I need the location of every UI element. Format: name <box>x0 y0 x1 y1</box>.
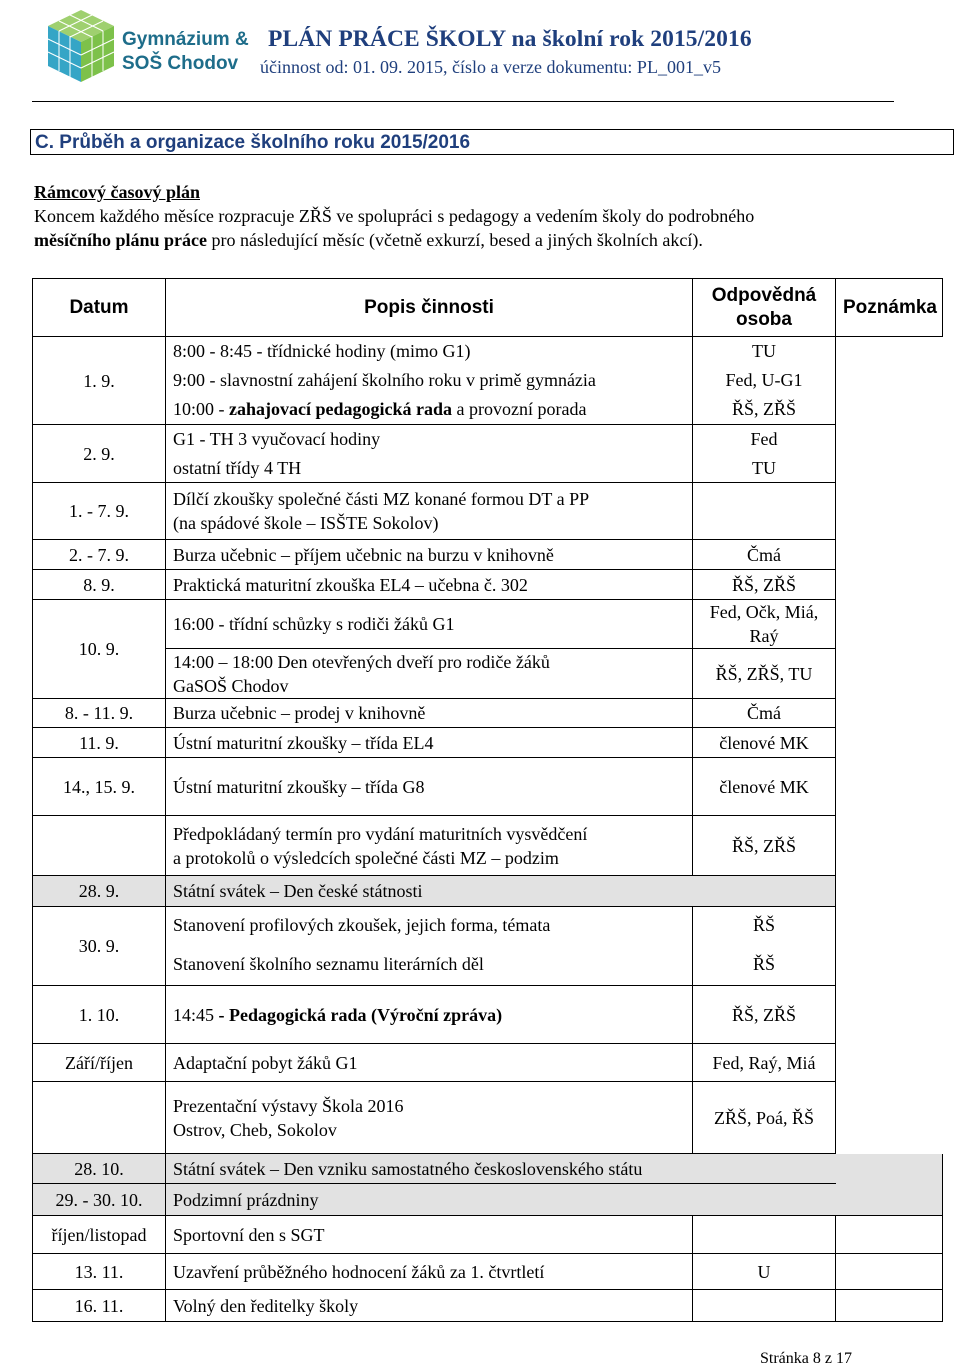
row-date <box>33 1082 166 1154</box>
header-description: Popis činnosti <box>166 279 693 337</box>
row-responsible: TU <box>693 337 836 366</box>
header-responsible-l1: Odpovědná <box>711 284 817 306</box>
row-responsible: ŘŠ <box>693 944 836 986</box>
row-date: 29. - 30. 10. <box>33 1184 166 1216</box>
table-row <box>33 649 943 699</box>
header-responsible-l2: osoba <box>736 308 792 330</box>
row-desc-pre: 10:00 - <box>173 399 229 420</box>
row-date: 2. 9. <box>33 425 166 483</box>
section-heading: C. Průběh a organizace školního roku 2015/2016 <box>30 129 954 155</box>
row-date: 10. 9. <box>33 600 166 699</box>
row-description <box>166 483 693 540</box>
row-description: Uzavření průběžného hodnocení žáků za 1. čtvrtletí <box>166 1254 693 1290</box>
row-date: 13. 11. <box>33 1254 166 1290</box>
row-responsible: U <box>693 1254 836 1290</box>
row-date: 30. 9. <box>33 907 166 986</box>
row-description <box>166 816 693 876</box>
table-row <box>33 454 943 483</box>
row-date: 28. 9. <box>33 876 166 907</box>
row-date: 14., 15. 9. <box>33 758 166 816</box>
intro-title: Rámcový časový plán <box>34 182 200 202</box>
table-row <box>33 728 943 758</box>
table-row <box>33 483 943 540</box>
logo-text <box>122 28 257 76</box>
cube-logo-icon <box>42 6 120 86</box>
row-desc-line1: Dílčí zkoušky společné části MZ konané formou DT a PP <box>173 489 590 509</box>
row-responsible: Fed <box>693 425 836 454</box>
row-responsible: ŘŠ, ZŘŠ <box>693 816 836 876</box>
intro-line-2 <box>34 228 934 252</box>
table-row <box>33 986 943 1044</box>
logo-text-line1: Gymnázium & <box>122 29 249 50</box>
header-note: Poznámka <box>836 279 943 337</box>
document-subtitle: účinnost od: 01. 09. 2015, číslo a verze dokumentu: PL_001_v5 <box>260 57 721 77</box>
row-date: říjen/listopad <box>33 1216 166 1254</box>
table-row <box>33 600 943 649</box>
table-row <box>33 1254 943 1290</box>
table-row <box>33 366 943 395</box>
header-responsible <box>693 279 836 337</box>
row-note <box>836 1216 943 1254</box>
row-description: Sportovní den s SGT <box>166 1216 693 1254</box>
row-description: Státní svátek – Den vzniku samostatného československého státu <box>166 1154 943 1184</box>
row-description: Burza učebnic – příjem učebnic na burzu v knihovně <box>166 540 693 570</box>
logo-text-line2: SOŠ Chodov <box>122 53 239 74</box>
row-responsible: ŘŠ, ZŘŠ <box>693 986 836 1044</box>
table-row <box>33 395 943 425</box>
row-description: ostatní třídy 4 TH <box>166 454 693 483</box>
row-date: 28. 10. <box>33 1154 166 1184</box>
table-row-holiday <box>33 876 943 907</box>
row-description: Ústní maturitní zkoušky – třída G8 <box>166 758 693 816</box>
page-number: Stránka 8 z 17 <box>760 1350 852 1367</box>
row-responsible: Fed, U-G1 <box>693 366 836 395</box>
header-date: Datum <box>33 279 166 337</box>
row-responsible: Čmá <box>693 540 836 570</box>
row-responsible <box>693 1290 836 1322</box>
row-description: Stanovení profilových zkoušek, jejich forma, témata <box>166 907 693 944</box>
table-row <box>33 540 943 570</box>
table-header-row <box>33 279 943 337</box>
table-row <box>33 1044 943 1082</box>
row-description: Stanovení školního seznamu literárních děl <box>166 944 693 986</box>
intro-line-1: Koncem každého měsíce rozpracuje ZŘŠ ve spolupráci s pedagogy a vedením školy do podrobného <box>34 206 755 226</box>
table-row <box>33 907 943 944</box>
intro-paragraph <box>34 180 934 252</box>
row-desc-post: a provozní porada <box>452 399 587 420</box>
row-description: Ústní maturitní zkoušky – třída EL4 <box>166 728 693 758</box>
row-description <box>166 649 693 699</box>
row-date: 1. 9. <box>33 337 166 425</box>
row-description: G1 - TH 3 vyučovací hodiny <box>166 425 693 454</box>
table-row <box>33 1216 943 1254</box>
row-description <box>166 1082 693 1154</box>
table-row <box>33 699 943 728</box>
row-desc-bold: zahajovací pedagogická rada <box>229 399 452 420</box>
intro-bold-phrase: měsíčního plánu práce <box>34 230 208 250</box>
row-responsible: ŘŠ, ZŘŠ <box>693 395 836 425</box>
table-row <box>33 1290 943 1322</box>
row-responsible: Fed, Raý, Miá <box>693 1044 836 1082</box>
row-date: 16. 11. <box>33 1290 166 1322</box>
row-responsible: ŘŠ <box>693 907 836 944</box>
table-row-holiday <box>33 1184 943 1216</box>
row-description <box>166 395 693 425</box>
row-resp-line2: Raý <box>749 626 779 646</box>
row-responsible <box>693 483 836 540</box>
row-responsible: ŘŠ, ZŘŠ <box>693 570 836 600</box>
row-resp-line1: Fed, Očk, Miá, <box>709 602 819 622</box>
row-description: 16:00 - třídní schůzky s rodiči žáků G1 <box>166 600 693 649</box>
row-description: Adaptační pobyt žáků G1 <box>166 1044 693 1082</box>
row-desc-line2: a protokolů o výsledcích společné části MZ – podzim <box>173 847 559 868</box>
row-desc-line1: Předpokládaný termín pro vydání maturitních vysvědčení <box>173 823 588 844</box>
row-desc-line1: Prezentační výstavy Škola 2016 <box>173 1095 404 1116</box>
table-row <box>33 570 943 600</box>
document-title: PLÁN PRÁCE ŠKOLY na školní rok 2015/2016 <box>268 26 752 52</box>
row-responsible: TU <box>693 454 836 483</box>
intro-line-2-rest: pro následující měsíc (včetně exkurzí, besed a jiných školních akcí). <box>207 230 703 250</box>
row-description: Volný den ředitelky školy <box>166 1290 693 1322</box>
table-row <box>33 944 943 986</box>
row-desc-line1: 14:00 – 18:00 Den otevřených dveří pro rodiče žáků <box>173 651 550 672</box>
row-description: Státní svátek – Den české státnosti <box>166 876 836 907</box>
row-date: 8. 9. <box>33 570 166 600</box>
row-date: 8. - 11. 9. <box>33 699 166 728</box>
row-responsible: členové MK <box>693 758 836 816</box>
row-date: 11. 9. <box>33 728 166 758</box>
note-cell <box>836 337 943 600</box>
table-row <box>33 1082 943 1154</box>
table-row-holiday <box>33 1154 943 1184</box>
row-responsible <box>693 600 836 649</box>
note-cell <box>836 600 943 1216</box>
row-description: 8:00 - 8:45 - třídnické hodiny (mimo G1) <box>166 337 693 366</box>
row-note <box>836 1254 943 1290</box>
table-row <box>33 337 943 366</box>
row-responsible: Čmá <box>693 699 836 728</box>
row-responsible <box>693 1216 836 1254</box>
row-note <box>836 1290 943 1322</box>
row-description: Burza učebnic – prodej v knihovně <box>166 699 693 728</box>
table-row <box>33 425 943 454</box>
row-responsible: ZŘŠ, Poá, ŘŠ <box>693 1082 836 1154</box>
row-desc-pre: 14:45 <box>173 1004 219 1025</box>
row-responsible: členové MK <box>693 728 836 758</box>
row-desc-bold: - Pedagogická rada (Výroční zpráva) <box>218 1004 503 1025</box>
row-date: Září/říjen <box>33 1044 166 1082</box>
row-description: Praktická maturitní zkouška EL4 – učebna č. 302 <box>166 570 693 600</box>
schedule-table <box>32 278 943 1322</box>
school-logo <box>42 6 252 88</box>
row-description: 9:00 - slavnostní zahájení školního roku v primě gymnázia <box>166 366 693 395</box>
row-date <box>33 816 166 876</box>
row-date: 1. - 7. 9. <box>33 483 166 540</box>
table-row <box>33 816 943 876</box>
row-description: Podzimní prázdniny <box>166 1184 943 1216</box>
row-date: 2. - 7. 9. <box>33 540 166 570</box>
row-desc-line2: (na spádové škole – ISŠTE Sokolov) <box>173 513 439 533</box>
row-desc-line2: GaSOŠ Chodov <box>173 675 289 696</box>
header-divider <box>32 101 894 102</box>
row-date: 1. 10. <box>33 986 166 1044</box>
row-responsible: ŘŠ, ZŘŠ, TU <box>693 649 836 699</box>
table-row <box>33 758 943 816</box>
row-desc-line2: Ostrov, Cheb, Sokolov <box>173 1119 337 1140</box>
row-description <box>166 986 693 1044</box>
